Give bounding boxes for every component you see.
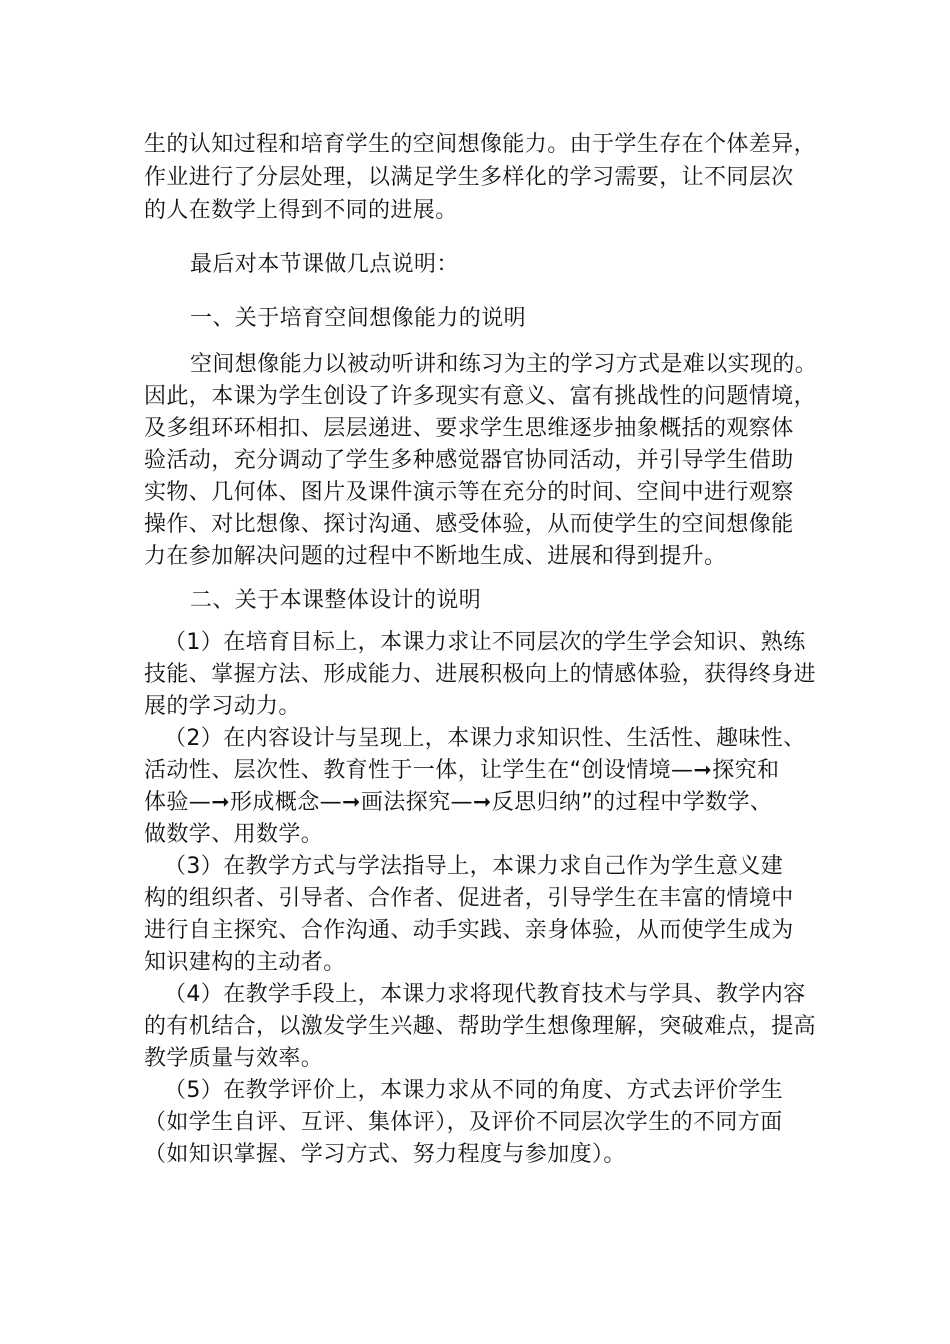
text-line: 空间想像能力以被动听讲和练习为主的学习方式是难以实现的。 [190, 352, 818, 377]
text-line: 体验—➞形成概念—➞画法探究—➞反思归纳”的过程中学数学、 [144, 790, 773, 815]
text-line: 操作、对比想像、探讨沟通、感受体验，从而使学生的空间想像能 [144, 512, 794, 537]
text-line: 活动性、层次性、教育性于一体，让学生在“创设情境—➞探究和 [144, 758, 780, 783]
text-line: （3）在教学方式与学法指导上，本课力求自己作为学生意义建 [164, 854, 784, 879]
text-line: 的有机结合，以激发学生兴趣、帮助学生想像理解，突破难点，提高 [144, 1014, 817, 1039]
text-line: 展的学习动力。 [144, 694, 301, 719]
text-line: 的人在数学上得到不同的进展。 [144, 198, 458, 223]
text-line: 因此，本课为学生创设了许多现实有意义、富有挑战性的问题情境， [144, 384, 817, 409]
section-heading-1: 一、关于培育空间想像能力的说明 [190, 306, 527, 331]
text-line: （4）在教学手段上，本课力求将现代教育技术与学具、教学内容 [164, 982, 806, 1007]
text-line: 构的组织者、引导者、合作者、促进者，引导学生在丰富的情境中 [144, 886, 794, 911]
text-line: 力在参加解决问题的过程中不断地生成、进展和得到提升。 [144, 544, 727, 569]
text-line: 进行自主探究、合作沟通、动手实践、亲身体验，从而使学生成为 [144, 918, 794, 943]
section-heading-2: 二、关于本课整体设计的说明 [190, 588, 482, 613]
text-line: 知识建构的主动者。 [144, 950, 346, 975]
text-line: 教学质量与效率。 [144, 1046, 324, 1071]
text-line: （2）在内容设计与呈现上，本课力求知识性、生活性、趣味性、 [164, 726, 806, 751]
text-line: 最后对本节课做几点说明： [190, 252, 459, 277]
text-line: 生的认知过程和培育学生的空间想像能力。由于学生存在个体差异， [144, 132, 817, 157]
text-line: 及多组环环相扣、层层递进、要求学生思维逐步抽象概括的观察体 [144, 416, 794, 441]
text-line: 作业进行了分层处理，以满足学生多样化的学习需要，让不同层次 [144, 165, 794, 190]
text-line: 验活动，充分调动了学生多种感觉器官协同活动，并引导学生借助 [144, 448, 794, 473]
text-line: （5）在教学评价上，本课力求从不同的角度、方式去评价学生 [164, 1078, 784, 1103]
text-line: （如知识掌握、学习方式、努力程度与参加度）。 [144, 1142, 626, 1167]
text-line: 做数学、用数学。 [144, 822, 324, 847]
text-line: （如学生自评、互评、集体评），及评价不同层次学生的不同方面 [144, 1110, 783, 1135]
text-line: （1）在培育目标上，本课力求让不同层次的学生学会知识、熟练 [164, 630, 806, 655]
text-line: 技能、掌握方法、形成能力、进展积极向上的情感体验，获得终身进 [144, 662, 817, 687]
text-line: 实物、几何体、图片及课件演示等在充分的时间、空间中进行观察 [144, 480, 794, 505]
